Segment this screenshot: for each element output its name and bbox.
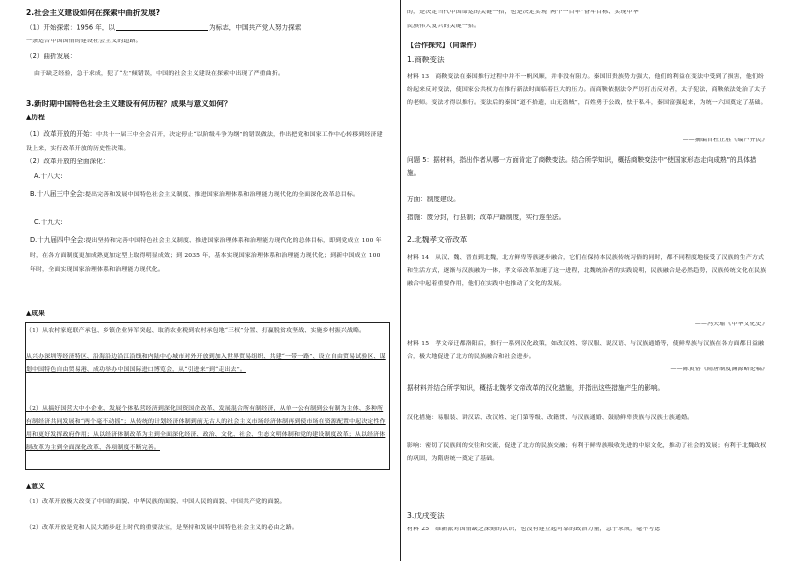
cooperative-section-title: 【合作探究】（同课件）: [407, 42, 481, 49]
material-15: 材料 15 孝文帝迁都洛阳后，推行一系列汉化政策，如改汉姓、穿汉服、说汉语、与汉族通婚等，使鲜卑族与汉族在各方面都日益融合，极大地促进了北方的民族融合和社会进步。: [407, 341, 765, 360]
document-page: [26, 0, 768, 561]
continued-line-1: 的，是决定当代中国命运的关键一招，也是决定实现“两个一百年”奋斗目标、实现中华: [407, 10, 639, 15]
result-1: （1）从农村家庭联产承包、乡镇企业异军突起、取消农业税到农村承包地“三权”分置、打赢脱贫攻坚战、实施乡村振兴战略。: [26, 328, 366, 334]
q2-item-1-cont: 一条适合中国国情的建设社会主义的道路。: [26, 39, 142, 44]
material-13: 材料 13 商鞅变法在秦国推行过程中并不一帆风顺，并非没有阻力。秦国旧贵族势力强大，他们的利益在变法中受到了损害，他们纷纷起来反对变法，使国家公共权力在推行新法时面临着巨大的压力。而商鞅依据法令严厉打击反对者，太子犯法，商鞅依法处治了太子的老师。变法才得以推行。变法后的秦国“道不拾遗，山无盗贼”，百姓勇于公战，怯于私斗，秦国富强起来，为统一六国奠定了基础。: [407, 74, 767, 106]
answer-hanhua-effect: 影响：密切了民族间的交往和交流，促进了北方的民族交融；有利于鲜卑族吸收先进的中原文化，推动了社会的发展；有利于北魏政权的巩固，为隋唐统一奠定了基础。: [407, 443, 767, 462]
material-15-source: ——陈寅恪《隋唐制度渊源略论稿》: [670, 367, 768, 372]
item-a-label: A.十八大:: [34, 173, 63, 180]
q2-item-1-prefix: （1）开始探索：1956 年，以: [26, 24, 116, 31]
significance-label: ▲意义: [26, 483, 45, 490]
right-column-content: [407, 0, 768, 561]
result-3: （2）从搞好国营大中小企业、发展个体私营经济到深化国资国企改革、发展混合所有制经济，从单一公有制到公有制为主体、多种所有制经济共同发展和“两个毫不动摇”；从传统的计划经济体制到前无古人的社会主义市场经济体制再到使市场在资源配置中起决定性作用和更好发挥政府作用；从以经济体制改革为主到全面深化经济、政治、文化、社会、生态文明体制和党的建设制度改革；从以经济体制改革为主到全面深化改革、各项制度不断完善。: [26, 406, 386, 451]
results-label: ▲成果: [26, 310, 45, 317]
item-b-text: 提出完善和发展中国特色社会主义制度、推进国家治理体系和治理能力现代化的全面深化改革总目标。: [85, 192, 360, 198]
q2-item-1: [26, 24, 388, 31]
question-6: 据材料并结合所学知识，概括北魏孝文帝改革的汉化措施，并指出这些措施产生的影响。: [407, 384, 665, 392]
item-b-label: B.十八届三中全会:: [30, 190, 85, 198]
continued-line-2: 民族伟大复兴的关键一招。: [407, 24, 481, 29]
item-d: [26, 234, 388, 278]
material-14: 材料 14 从汉、魏、晋直到北魏，北方鲜卑等族逐步融合，它们在保持本民族传统习俗的同时，都不同程度地接受了汉族的生产方式和生活方式，逐渐与汉族融为一体，孝文帝改革加速了这一进程，北魏统治者的实践说明，民族融合是必然趋势，汉族传统文化在民族融合中起着重要作用，他们在实践中也推动了文化的发展。: [407, 255, 767, 287]
question-2-title: 2.社会主义建设如何在探索中曲折发展?: [26, 9, 161, 17]
left-column: [26, 0, 388, 561]
topic-3-title: 3.戊戌变法: [407, 512, 445, 520]
history-item-1-text: 中共十一届三中全会召开，决定停止“以阶级斗争为纲”的错误做法，作出把党和国家工作中心转移到经济建设上来，实行改革开放的历史性决策。: [26, 132, 383, 152]
fill-in-blank[interactable]: [116, 24, 208, 31]
right-column: [400, 0, 768, 561]
item-b: [26, 188, 388, 202]
answer-measures: 措施：废分封，行县制；改革户籍制度，实行连坐法。: [407, 214, 566, 221]
item-c-label: C.十九大:: [34, 219, 63, 226]
significance-2: （2）改革开放是党和人民大踏步赶上时代的重要法宝，是坚持和发展中国特色社会主义的必由之路。: [26, 525, 298, 531]
q2-item-1-suffix: 为标志，中国共产党人努力探索: [209, 24, 302, 31]
result-2: 从兴办深圳等经济特区、沿海沿边沿江沿线和内陆中心城市对外开放到加入世界贸易组织、共建“一带一路”、设立自由贸易试验区、谋划中国特色自由贸易港、成功举办中国国际进口博览会，从“引进来”到“走出去”。: [26, 354, 386, 373]
topic-1-title: 1.商鞅变法: [407, 56, 445, 64]
item-d-label: D.十九届四中全会:: [30, 236, 86, 244]
q2-item-2-text: 由于缺乏经验，急于求成，犯了“左”倾错误，中国的社会主义建设在探索中出现了严重曲折。: [34, 71, 285, 77]
topic-2-title: 2.北魏孝文帝改革: [407, 236, 468, 244]
material-25: 材料 25 维新派对国情缺乏深刻的认识，也没有建立起可靠的政治力量，急于求成，毫不考虑: [407, 527, 661, 532]
answer-hanhua-measures: 汉化措施：易服装、讲汉话、改汉姓、定门第等级、改籍贯、与汉族通婚、鼓励鲜卑贵族与汉族士族通婚。: [407, 415, 694, 421]
material-13-source: ——摘编自杜正胜《编户齐民》: [682, 138, 768, 143]
material-14-source: ——冯天瑜《中华文化史》: [694, 322, 768, 327]
q2-item-2: （2）曲折发展：: [26, 53, 77, 60]
history-item-1: [26, 128, 388, 156]
significance-1: （1）改革开放极大改变了中国的面貌、中华民族的面貌、中国人民的面貌、中国共产党的面貌。: [26, 499, 286, 505]
question-3-title: 3.新时期中国特色社会主义建设有何历程？成果与意义如何？: [26, 100, 232, 108]
history-label: ▲历程: [26, 114, 45, 121]
history-item-2: （2）改革开放的全面深化：: [26, 158, 110, 165]
item-d-text: 提出坚持和完善中国特色社会主义制度、推进国家治理体系和治理能力现代化的总体目标，即到党成立 100 年时，在各方面制度更加成熟更加定型上取得明显成效；到 2035 年，基本实现国家治理体系和治理能力现代化；到新中国成立 100 年时，全面实现国家治理体系和治理能力现代化。: [30, 238, 382, 273]
question-5: 问题 5：据材料，指出作者从哪一方面肯定了商鞅变法。结合所学知识，概括商鞅变法中“使国家形态走向成熟”的具体措施。: [407, 156, 757, 177]
answer-aspect: 方面：制度建设。: [407, 196, 460, 203]
history-item-1-label: （1）改革开放的开始：: [26, 130, 97, 138]
